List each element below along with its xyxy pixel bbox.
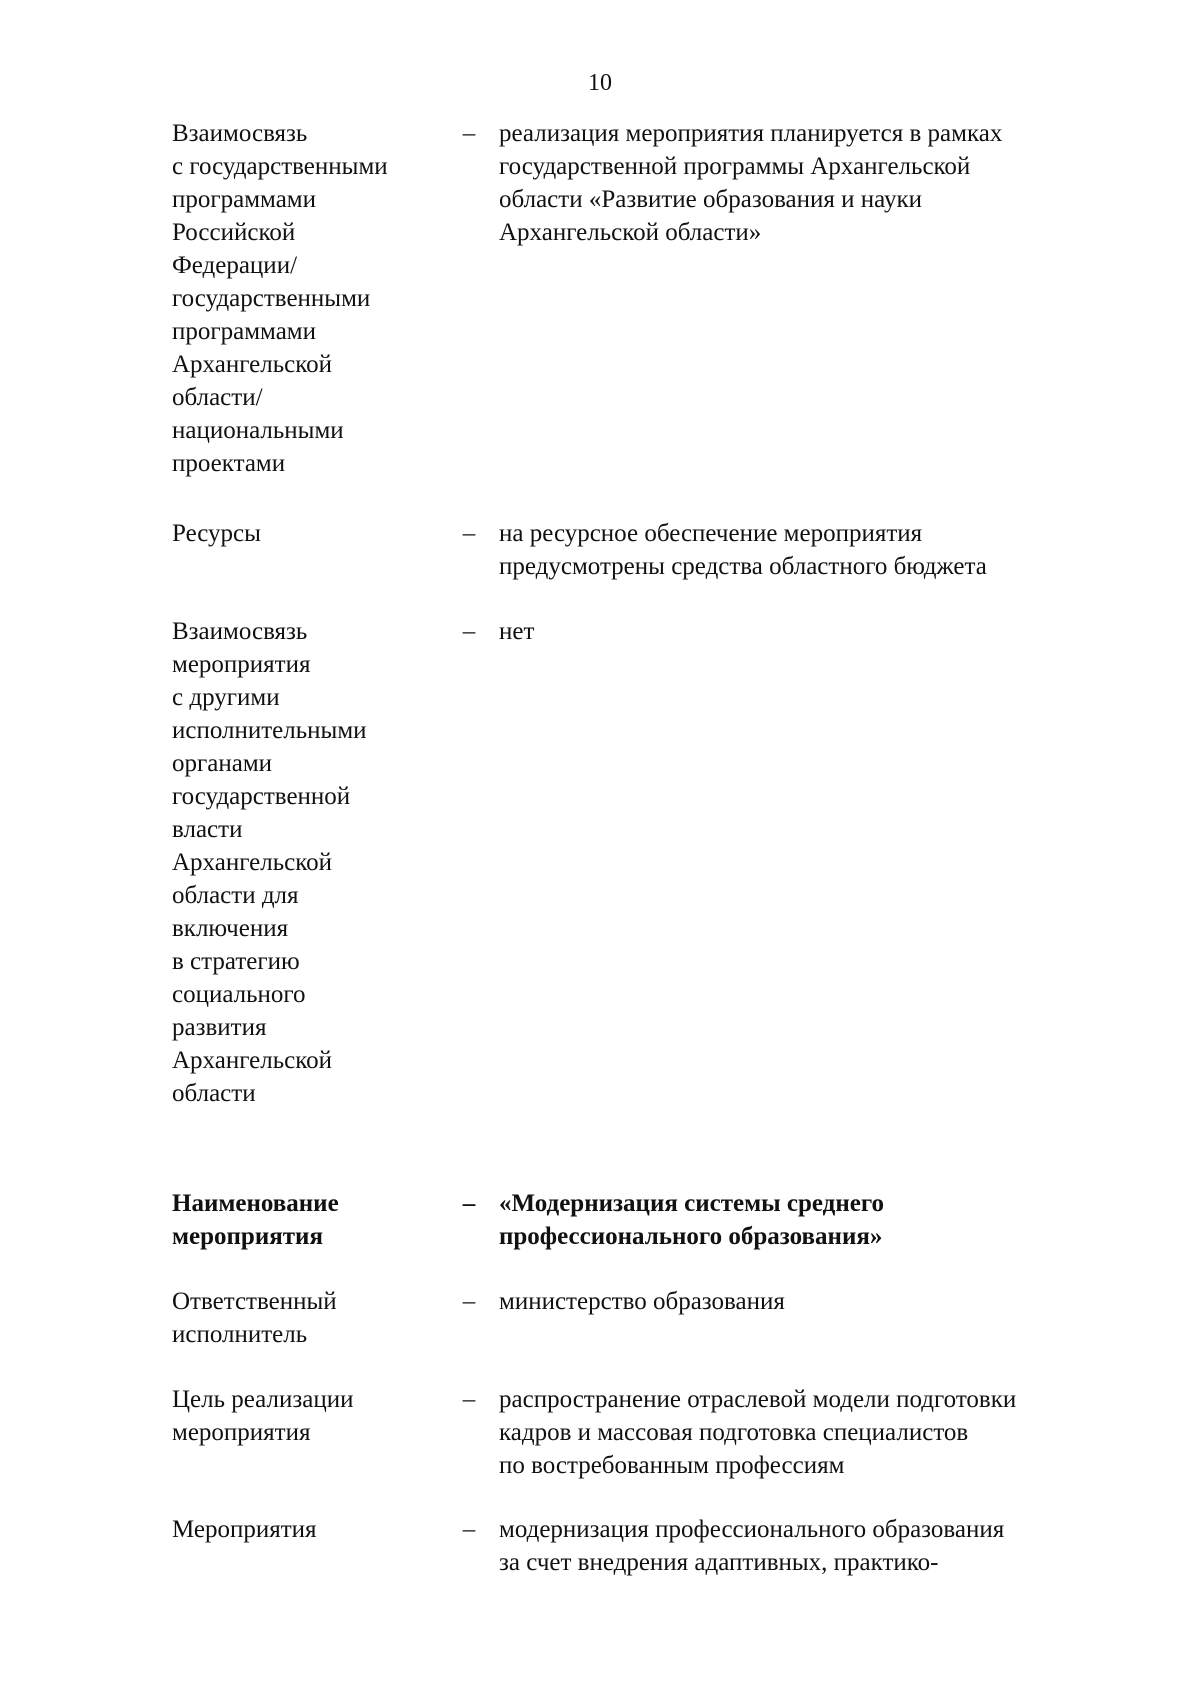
entry-value xyxy=(499,1383,1119,1482)
entry-dash: – xyxy=(462,520,476,547)
entry-dash: – xyxy=(462,618,476,645)
value-line: модернизация профессионального образования xyxy=(499,1516,1005,1543)
label-line: области/ xyxy=(172,384,263,411)
label-line: государственной xyxy=(172,783,351,810)
label-line: области xyxy=(172,1080,256,1107)
value-line: распространение отраслевой модели подготовки xyxy=(499,1386,1017,1413)
label-line: Мероприятия xyxy=(172,1516,317,1543)
label-line: социального xyxy=(172,981,306,1008)
value-line: на ресурсное обеспечение мероприятия xyxy=(499,520,923,547)
label-line: Архангельской xyxy=(172,849,332,876)
entry-label xyxy=(172,1187,462,1253)
label-line: Ресурсы xyxy=(172,520,261,547)
label-line: Взаимосвязь xyxy=(172,120,308,147)
value-line: кадров и массовая подготовка специалистов xyxy=(499,1419,969,1446)
page-number: 10 xyxy=(588,70,612,96)
label-line: программами xyxy=(172,186,316,213)
value-line: «Модернизация системы среднего xyxy=(499,1190,885,1217)
entry-value xyxy=(499,1513,1119,1579)
entry-label xyxy=(172,1285,462,1351)
label-line: исполнитель xyxy=(172,1321,308,1348)
entry-dash: – xyxy=(462,1516,476,1543)
value-line: за счет внедрения адаптивных, практико- xyxy=(499,1549,939,1576)
label-line: органами xyxy=(172,750,273,777)
value-line: по востребованным профессиям xyxy=(499,1452,845,1479)
label-line: Взаимосвязь xyxy=(172,618,308,645)
value-line: министерство образования xyxy=(499,1288,785,1315)
label-line: исполнительными xyxy=(172,717,367,744)
value-line: нет xyxy=(499,618,535,645)
entry-value xyxy=(499,615,1119,648)
value-line: государственной программы Архангельской xyxy=(499,153,971,180)
label-line: мероприятия xyxy=(172,1223,323,1250)
label-line: в стратегию xyxy=(172,948,300,975)
label-line: мероприятия xyxy=(172,651,311,678)
label-line: власти xyxy=(172,816,243,843)
label-line: мероприятия xyxy=(172,1419,311,1446)
value-line: области «Развитие образования и науки xyxy=(499,186,923,213)
entry-label xyxy=(172,1383,462,1449)
label-line: Федерации/ xyxy=(172,252,298,279)
entry-label xyxy=(172,615,462,1110)
label-line: с другими xyxy=(172,684,280,711)
label-line: Архангельской xyxy=(172,351,332,378)
entry-dash: – xyxy=(462,1386,476,1413)
entry-value xyxy=(499,1187,1119,1253)
entry-dash: – xyxy=(462,1190,476,1217)
label-line: Российской xyxy=(172,219,296,246)
value-line: профессионального образования» xyxy=(499,1223,883,1250)
label-line: области для xyxy=(172,882,299,909)
entry-label xyxy=(172,1513,462,1546)
label-line: развития xyxy=(172,1014,267,1041)
entry-label xyxy=(172,117,462,480)
entry-dash: – xyxy=(462,120,476,147)
entry-value xyxy=(499,517,1119,583)
label-line: Цель реализации xyxy=(172,1386,354,1413)
label-line: включения xyxy=(172,915,289,942)
entry-value xyxy=(499,1285,1119,1318)
value-line: предусмотрены средства областного бюджета xyxy=(499,553,987,580)
entry-value xyxy=(499,117,1119,249)
value-line: Архангельской области» xyxy=(499,219,762,246)
label-line: проектами xyxy=(172,450,286,477)
label-line: национальными xyxy=(172,417,344,444)
value-line: реализация мероприятия планируется в рамках xyxy=(499,120,1003,147)
label-line: Архангельской xyxy=(172,1047,332,1074)
label-line: Ответственный xyxy=(172,1288,337,1315)
entry-dash: – xyxy=(462,1288,476,1315)
label-line: программами xyxy=(172,318,316,345)
label-line: с государственными xyxy=(172,153,388,180)
label-line: государственными xyxy=(172,285,371,312)
label-line: Наименование xyxy=(172,1190,339,1217)
entry-label xyxy=(172,517,462,550)
